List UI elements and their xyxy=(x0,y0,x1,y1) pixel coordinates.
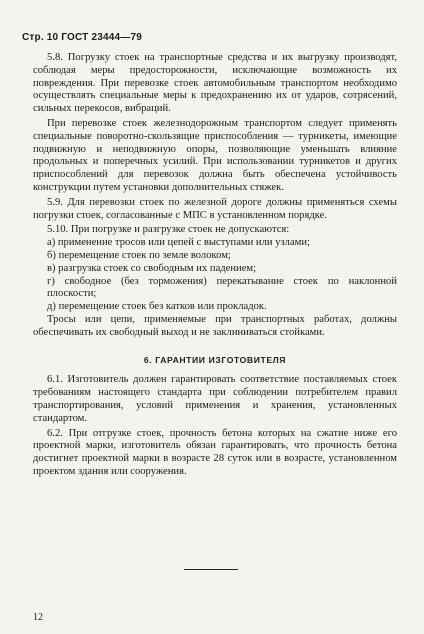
paragraph-5-10: 5.10. При погрузке и разгрузке стоек не допускаются: xyxy=(47,224,290,236)
page-number: 12 xyxy=(33,612,43,623)
paragraph-5-9: 5.9. Для перевозки стоек по железной дороге должны применяться схемы погрузки стоек, согласованные с МПС в установленном порядке. xyxy=(33,196,397,221)
list-item-v: в) разгрузка стоек со свободным их падением; xyxy=(47,262,257,274)
document-body xyxy=(33,52,397,481)
paragraph-6-1: 6.1. Изготовитель должен гарантировать соответствие поставляемых стоек требованиям настоящего стандарта при соблюдении потребителем правил транспортирования, условий применения и хранения, установленных стандартом. xyxy=(33,374,397,424)
paragraph-ropes: Тросы или цепи, применяемые при транспортных работах, должны обеспечивать их свободный выход и не заклиниваться стойками. xyxy=(33,313,397,338)
list-item-g: г) свободное (без торможения) перекатывание стоек по наклонной плоскости; xyxy=(47,275,397,300)
paragraph-6-2: 6.2. При отгрузке стоек, прочность бетона которых на сжатие ниже его проектной марки, изготовитель обязан гарантировать, что прочность бетона достигнет проектной марки в возрасте 28 суток или в возрасте, установленном проектом здания или сооружения. xyxy=(33,427,397,477)
section-title-warranty: 6. ГАРАНТИИ ИЗГОТОВИТЕЛЯ xyxy=(143,354,287,365)
list-item-b: б) перемещение стоек по земле волоком; xyxy=(47,249,231,261)
paragraph-rail-transport: При перевозке стоек железнодорожным транспортом следует применять специальные поворотно-скользящие приспособления — турникеты, имеющие подвижную и неподвижную опоры, позволяющие уменьшать влияние продольных и поперечных усилий. При использовании турникетов и других приспособлений для перевозок должна быть обеспечена устойчивость конструкции путем установки дополнительных стяжек. xyxy=(33,117,397,193)
end-rule xyxy=(184,569,238,570)
paragraph-5-8: 5.8. Погрузку стоек на транспортные средства и их выгрузку производят, соблюдая меры предосторожности, исключающие возможность их повреждения. При перевозке стоек автомобильным транспортом необходимо осуществлять специальные меры к предохранению их от ударов, сотрясений, сильных перекосов, вибраций. xyxy=(33,52,397,115)
page-header: Стр. 10 ГОСТ 23444—79 xyxy=(22,32,142,43)
list-item-d: д) перемещение стоек без катков или прокладок. xyxy=(47,301,267,313)
list-item-a: а) применение тросов или цепей с выступами или узлами; xyxy=(47,237,310,249)
